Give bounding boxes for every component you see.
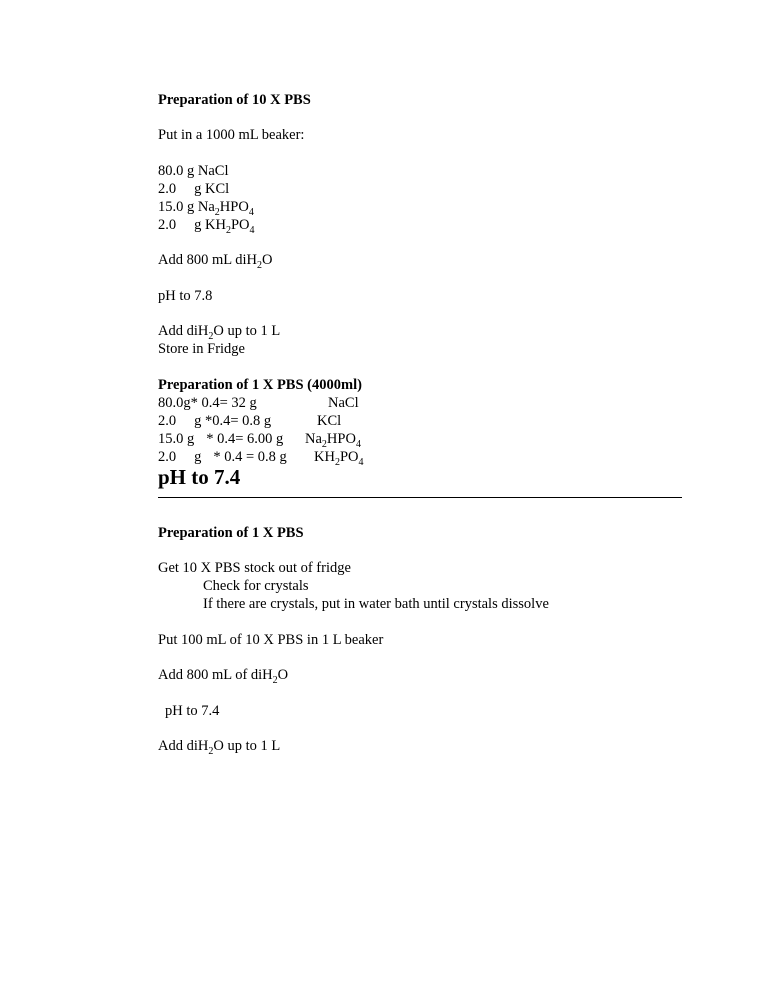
section1-store: Store in Fridge <box>158 341 245 357</box>
section1-ph: pH to 7.8 <box>158 288 213 304</box>
section3-step5: Add diH$_2$O up to 1 L <box>158 738 281 757</box>
section3-title: Preparation of 1 X PBS <box>158 525 304 541</box>
ingredient-line: 2.0 g KCl <box>158 181 230 197</box>
calc-row-chem: $Na_2HPO_4$ <box>305 431 361 450</box>
ingredient-line: 15.0 g $Na_2HPO_4$ <box>158 199 254 218</box>
section1-intro: Put in a 1000 mL beaker: <box>158 127 305 143</box>
section3-step1: Get 10 X PBS stock out of fridge <box>158 560 351 576</box>
calc-row-chem: KCl <box>317 413 342 429</box>
section3-step3: Add 800 mL of diH$_2$O <box>158 667 289 686</box>
section1-add-water: Add 800 mL diH$_2$O <box>158 252 273 271</box>
section3-step1a: Check for crystals <box>203 578 309 594</box>
section3-step1b: If there are crystals, put in water bath until crystals dissolve <box>203 596 549 612</box>
section2-title: Preparation of 1 X PBS (4000ml) <box>158 377 362 393</box>
calc-row-chem: NaCl <box>328 395 359 411</box>
section3-step2: Put 100 mL of 10 X PBS in 1 L beaker <box>158 632 384 648</box>
section2-ph: pH to 7.4 <box>158 465 241 489</box>
ingredient-line: 2.0 g $KH_2PO_4$ <box>158 217 255 236</box>
section1-topup: Add diH$_2$O up to 1 L <box>158 323 281 342</box>
calc-row: 15.0 g * 0.4= 6.00 g <box>158 431 284 447</box>
calc-row: 80.0g* 0.4= 32 g <box>158 395 257 411</box>
calc-row-chem: $KH_2PO_4$ <box>314 449 364 468</box>
section3-step4: pH to 7.4 <box>165 703 220 719</box>
horizontal-divider <box>158 497 682 498</box>
section1-title: Preparation of 10 X PBS <box>158 92 311 108</box>
ingredient-line: 80.0 g NaCl <box>158 163 229 179</box>
calc-row: 2.0 g * 0.4 = 0.8 g <box>158 449 287 465</box>
calc-row: 2.0 g *0.4= 0.8 g <box>158 413 272 429</box>
